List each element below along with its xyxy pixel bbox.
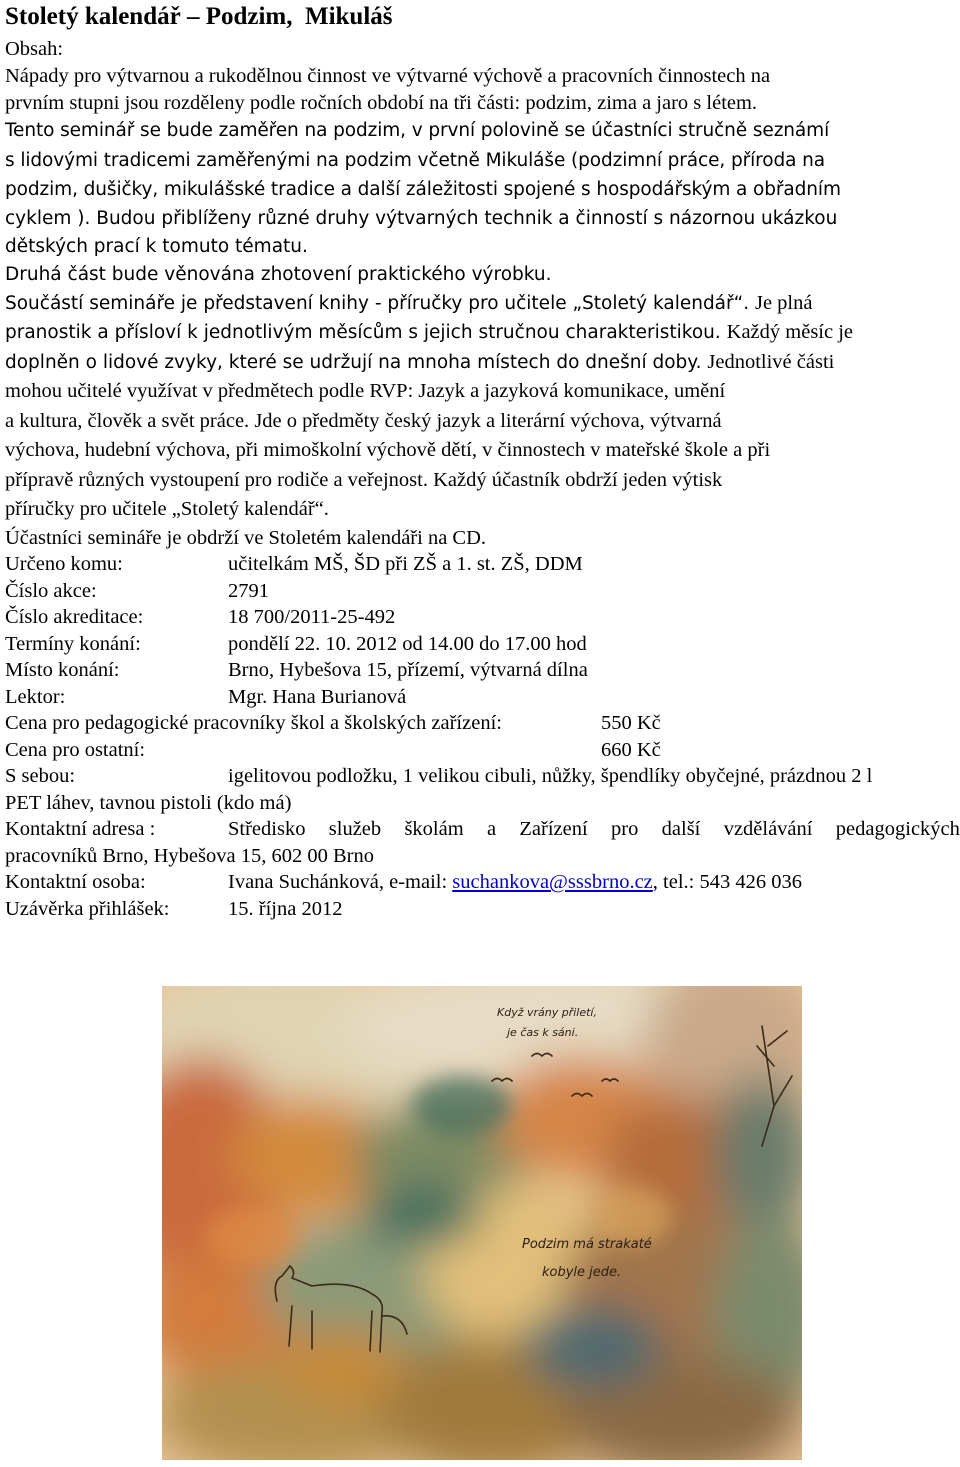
cena-ped-label: Cena pro pedagogické pracovníky škol a školských zařízení:: [5, 712, 502, 734]
book-intro: Součástí semináře je představení knihy - příručky pro učitele „Stoletý kalendář“.: [5, 292, 755, 314]
akreditace-value: 18 700/2011-25-492: [228, 606, 396, 628]
painting-caption-top-2: je čas k sáni.: [507, 1026, 579, 1039]
book-line-2a: pranostik a přísloví k jednotlivým měsícům s jejich stručnou charakteristikou.: [5, 322, 727, 343]
seminar-line-4b: Budou přiblíženy různé druhy výtvarných technik a činností s názornou ukázkou: [96, 207, 838, 229]
seminar-line-3: podzim, dušičky, mikulášské tradice a další záležitosti spojené s hospodářským a obřadním: [5, 179, 841, 200]
uzaverka-label: Uzávěrka přihlášek:: [5, 897, 170, 920]
misto-label: Místo konání:: [5, 659, 120, 681]
seminar-line-6: Druhá část bude věnována zhotovení praktického výrobku.: [5, 263, 552, 285]
row-sebou: [5, 763, 960, 790]
seminar-line-1: Tento seminář se bude zaměřen na podzim, v první polovině se účastníci stručně seznámí: [5, 120, 830, 141]
painting-caption-mid-1: Podzim má strakaté: [522, 1237, 652, 1252]
book-line-5a: a kultura, člověk a svět práce.: [5, 409, 255, 432]
adresa-label: Kontaktní adresa :: [5, 818, 156, 840]
book-line-5: [5, 407, 960, 437]
osoba-tel: , tel.: 543 426 036: [652, 871, 802, 893]
page-title: Stoletý kalendář – Podzim, Mikuláš: [5, 3, 393, 30]
osoba-label: Kontaktní osoba:: [5, 871, 146, 893]
adresa-word: vzdělávání: [723, 818, 813, 840]
osoba-name: Ivana Suchánková, e-mail:: [228, 871, 453, 893]
adresa-word: Středisko: [228, 818, 306, 840]
intro-line-1: Nápady pro výtvarnou a rukodělnou činnost ve výtvarné výchově a pracovních činnostech na: [5, 65, 771, 87]
adresa-word: Zařízení: [519, 818, 588, 840]
row-akce: [5, 578, 960, 605]
book-text-1: Je plná: [754, 291, 813, 314]
lektor-label: Lektor:: [5, 685, 66, 708]
adresa-word: služeb: [328, 818, 382, 840]
book-line-4: mohou učitelé využívat v předmětech podle RVP: Jazyk a jazyková komunikace, umění: [5, 380, 726, 402]
uzaverka-value: 15. října 2012: [228, 897, 343, 920]
adresa-word: a: [486, 818, 497, 840]
sebou-label: S sebou:: [5, 765, 76, 787]
adresa-word: školám: [404, 818, 464, 840]
book-line-3: [5, 348, 960, 378]
document-page: [5, 0, 960, 922]
urceno-value: učitelkám MŠ, ŠD při ZŠ a 1. st. ZŠ, DDM: [228, 553, 583, 575]
misto-value: Brno, Hybešova 15, přízemí, výtvarná dílna: [228, 659, 588, 681]
adresa-word: pedagogických: [835, 818, 960, 840]
email-link[interactable]: suchankova@sssbrno.cz: [452, 871, 653, 893]
cena-ost-value: 660 Kč: [601, 738, 661, 761]
painting-caption-top-1: Když vrány přiletí,: [497, 1006, 597, 1019]
row-osoba: [5, 869, 960, 896]
cena-ost-label: Cena pro ostatní:: [5, 738, 146, 761]
cd-line: [5, 525, 960, 552]
book-line-7: přípravě různých vystoupení pro rodiče a veřejnost. Každý účastník obdrží jeden výtisk: [5, 468, 723, 491]
row-cena-ost: [5, 737, 960, 764]
urceno-label: Určeno komu:: [5, 553, 123, 575]
book-line-8: příručky pro učitele „Stoletý kalendář“.: [5, 498, 329, 520]
intro-line-2: prvním stupni jsou rozděleny podle ročních období na tři části: podzim, zima a jaro s létem.: [5, 92, 758, 114]
adresa-word: další: [661, 818, 701, 840]
row-lektor: [5, 684, 960, 711]
painting-caption-mid-2: kobyle jede.: [542, 1265, 622, 1280]
row-akreditace: [5, 604, 960, 631]
adresa-value: [228, 816, 960, 843]
lektor-value: Mgr. Hana Burianová: [228, 685, 407, 708]
row-uzaverka: [5, 896, 960, 923]
row-cena-ped: [5, 710, 960, 737]
adresa-word: pro: [611, 818, 639, 840]
book-line-5b: Jde o předměty český jazyk a literární výchova, výtvarná: [254, 409, 722, 432]
obsah-label: Obsah:: [5, 38, 64, 60]
book-line-3b: Jednotlivé části: [707, 350, 835, 373]
termin-value: pondělí 22. 10. 2012 od 14.00 do 17.00 hod: [228, 632, 587, 655]
seminar-line-4: [5, 205, 960, 233]
childrens-painting-image: [162, 986, 802, 1460]
seminar-line-2: s lidovými tradicemi zaměřenými na podzim včetně Mikuláše (podzimní práce, příroda na: [5, 149, 825, 171]
termin-label: Termíny konání:: [5, 632, 141, 655]
cena-ped-value: 550 Kč: [601, 712, 661, 734]
row-termin: [5, 631, 960, 658]
akce-value: 2791: [228, 579, 269, 602]
book-line-2: [5, 318, 960, 348]
seminar-line-7: [5, 289, 960, 319]
seminar-line-4a: cyklem ).: [5, 207, 97, 229]
book-line-6: výchova, hudební výchova, při mimoškolní výchově dětí, v činnostech v mateřské škole a při: [5, 439, 771, 461]
akce-label: Číslo akce:: [5, 579, 97, 602]
osoba-value: [228, 869, 802, 896]
row-urceno: [5, 551, 960, 578]
row-adresa-cont: [5, 843, 960, 870]
book-line-2b: Každý měsíc je: [726, 321, 854, 343]
row-sebou-cont: [5, 790, 960, 817]
seminar-line-5: dětských prací k tomuto tématu.: [5, 235, 308, 257]
row-misto: [5, 657, 960, 684]
book-line-3a: doplněn o lidové zvyky, které se udržují na mnoha místech do dnešní doby.: [5, 351, 708, 373]
row-adresa: [5, 816, 960, 843]
sebou-cont: PET láhev, tavnou pistoli (kdo má): [5, 791, 292, 814]
cd-text: Účastníci semináře je obdrží ve Stoletém kalendáři na CD.: [5, 526, 487, 549]
akreditace-label: Číslo akreditace:: [5, 606, 144, 628]
adresa-cont: pracovníků Brno, Hybešova 15, 602 00 Brno: [5, 844, 374, 867]
sebou-value: igelitovou podložku, 1 velikou cibuli, nůžky, špendlíky obyčejné, prázdnou 2 l: [228, 765, 873, 787]
